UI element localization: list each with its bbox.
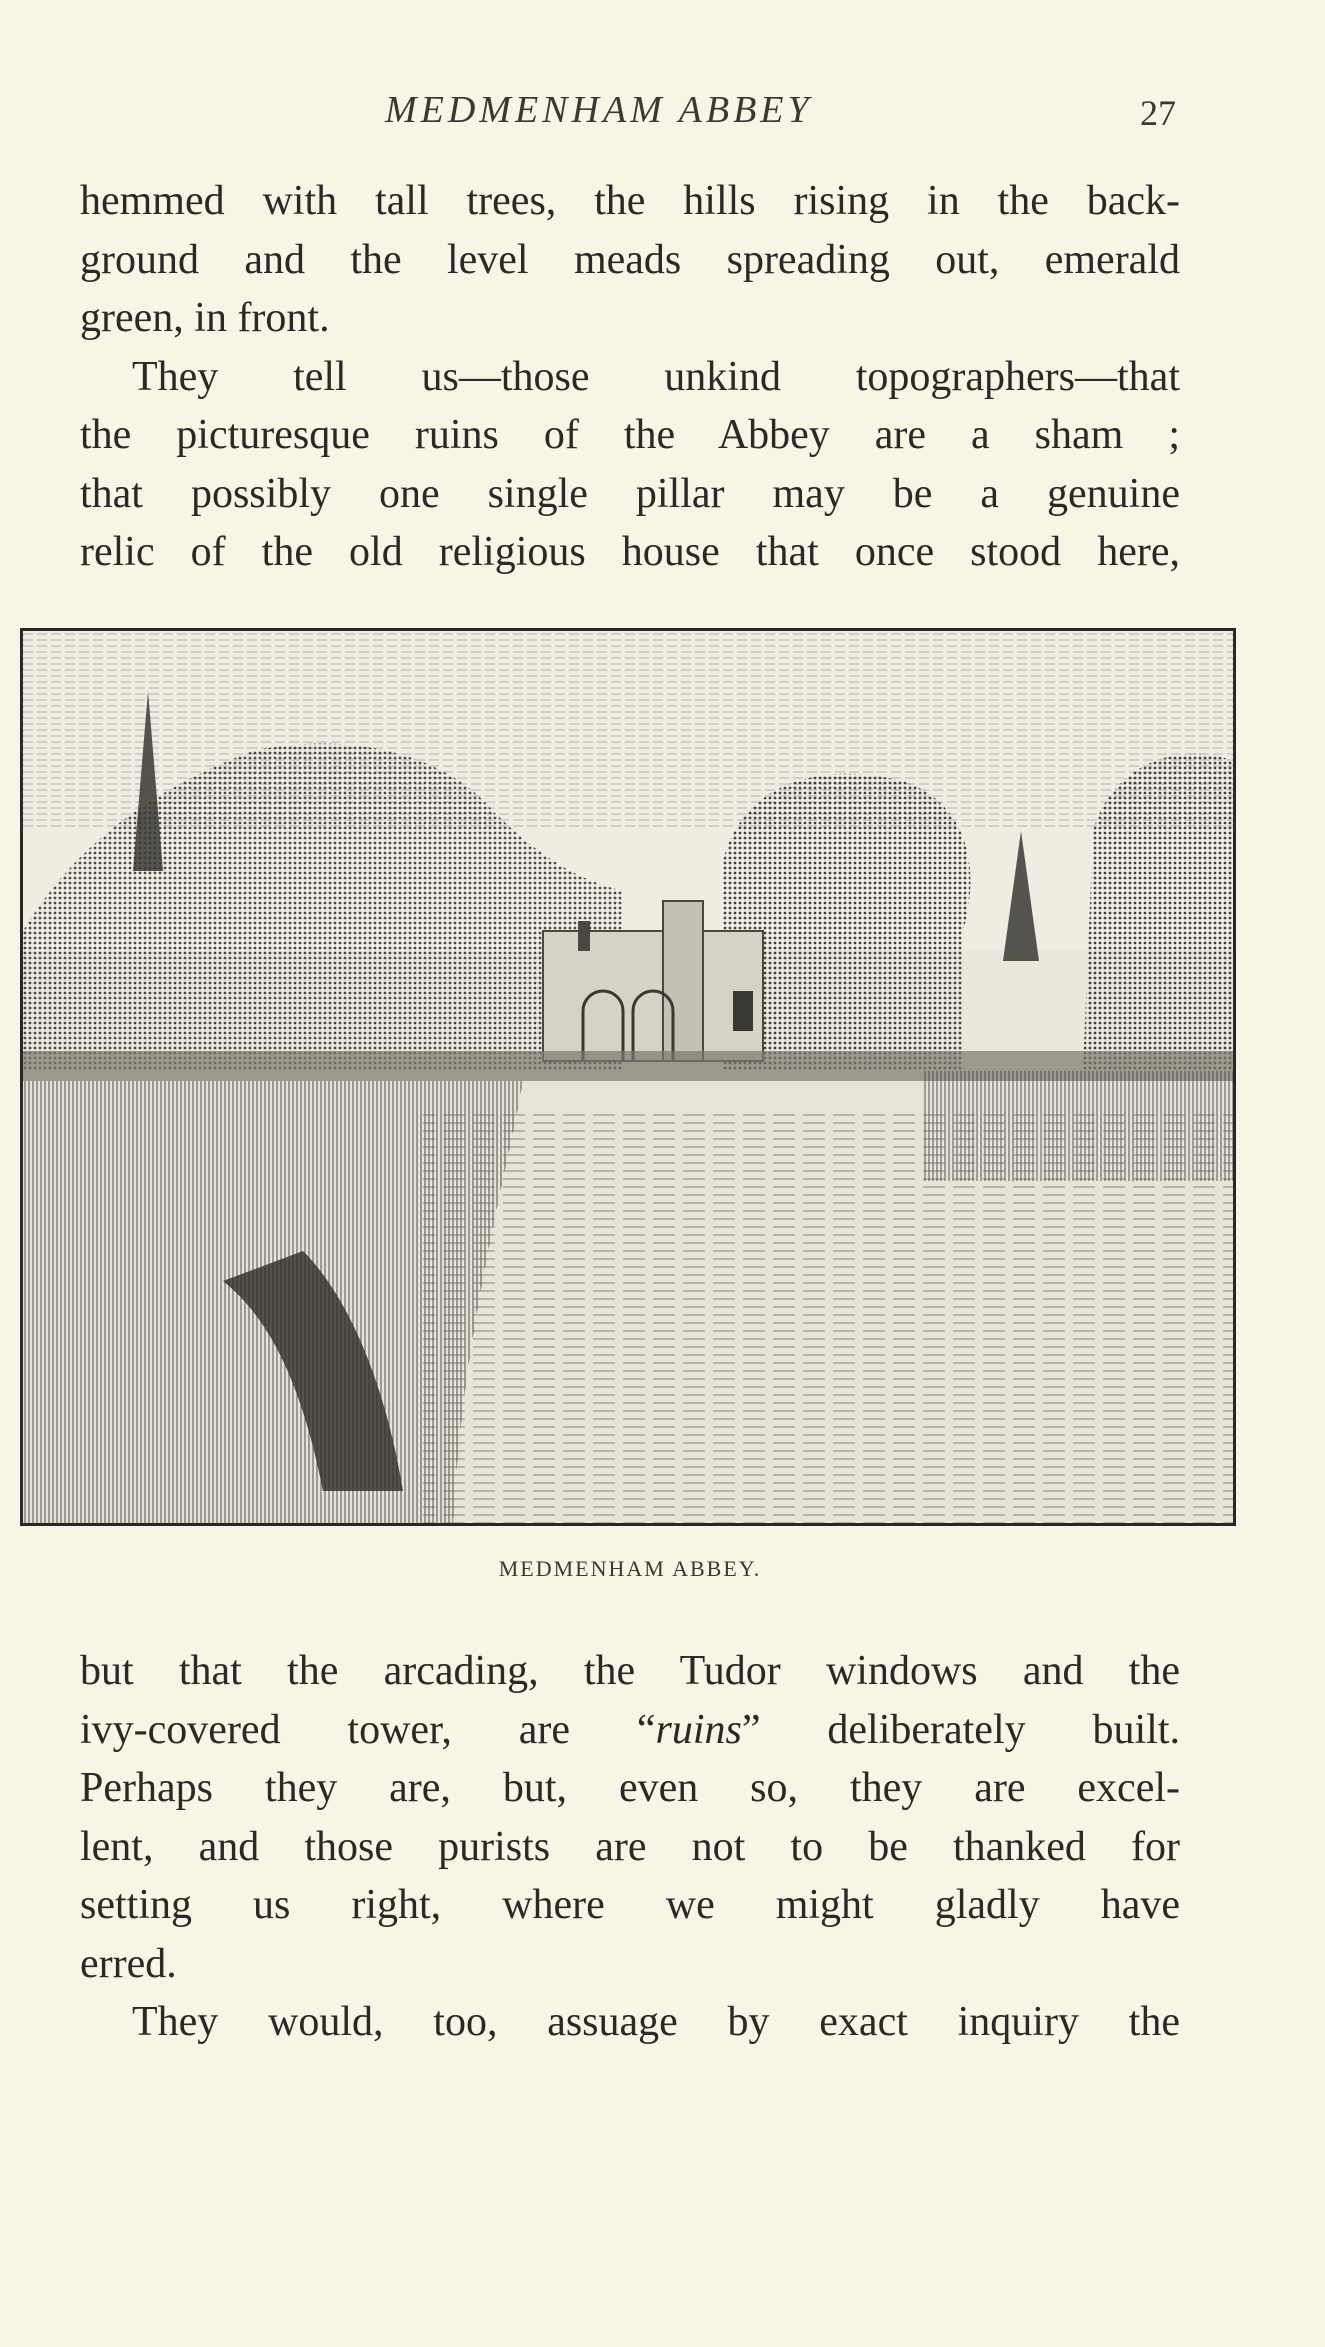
top-paragraph [80,172,1180,582]
text-line: the picturesque ruins of the Abbey are a sham ; [80,412,1180,458]
text-line: but that the arcading, the Tudor windows and the [80,1648,1180,1694]
page-number: 27 [1140,93,1176,133]
text-line: green, in front. [80,295,330,341]
text-line: relic of the old religious house that once stood here, [80,529,1180,575]
text-line: erred. [80,1940,177,1987]
text-segment: ” deliberately built. [741,1706,1180,1753]
running-head [0,88,1325,148]
text-line: ground and the level meads spreading out, emerald [80,236,1180,283]
text-line: setting us right, where we might gladly have [80,1882,1180,1928]
bottom-paragraph [80,1642,1180,2052]
text-line-with-emphasis [80,1701,1180,1760]
running-title: MEDMENHAM ABBEY [385,89,813,131]
engraving-drawing [23,631,1233,1523]
emphasized-word: ruins [655,1706,742,1753]
text-line: that possibly one single pillar may be a genuine [80,470,1180,517]
text-line: Perhaps they are, but, even so, they are excel- [80,1765,1180,1811]
figure-caption: MEDMENHAM ABBEY. [498,1556,762,1581]
text-segment: ivy-covered tower, are “ [80,1706,656,1753]
text-line: They tell us—those unkind topographers—that [132,353,1180,400]
engraving-illustration [20,628,1236,1526]
text-line: lent, and those purists are not to be thanked for [80,1823,1180,1870]
text-line: hemmed with tall trees, the hills rising in the back- [80,178,1180,224]
text-line: They would, too, assuage by exact inquiry the [132,1999,1180,2045]
